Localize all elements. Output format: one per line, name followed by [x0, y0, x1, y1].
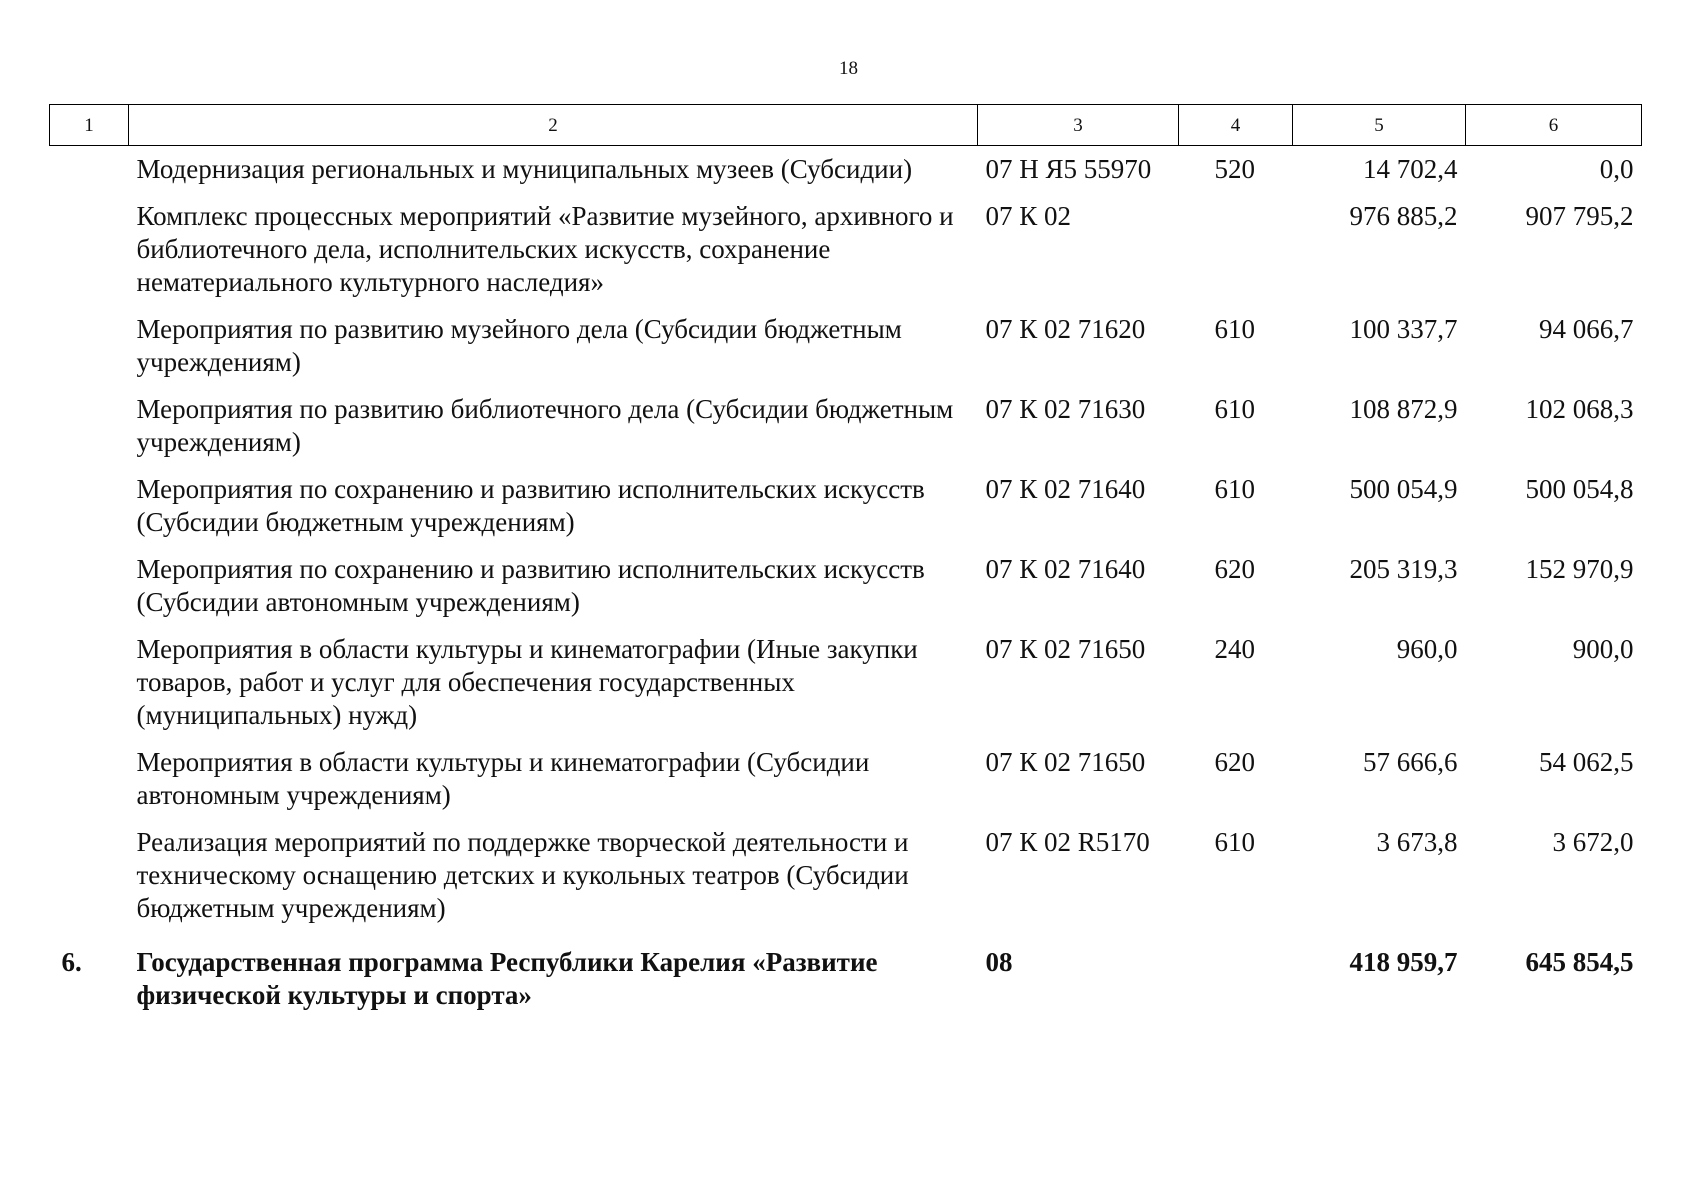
row-amount-col6: 54 062,5	[1539, 747, 1634, 777]
table-row	[50, 386, 1642, 466]
row-number	[50, 626, 129, 739]
row-expense-type: 520	[1214, 154, 1255, 184]
row-description: Мероприятия в области культуры и кинематографии (Субсидии автономным учреждениям)	[136, 747, 870, 810]
table-row	[50, 739, 1642, 819]
row-description: Мероприятия по сохранению и развитию исполнительских искусств (Субсидии автономным учреждениям)	[136, 554, 925, 617]
column-header: 5	[1293, 105, 1466, 146]
row-number	[50, 306, 129, 386]
row-amount-col6: 3 672,0	[1552, 827, 1634, 857]
row-classification-code: 07 К 02 71650	[985, 747, 1146, 777]
row-description: Реализация мероприятий по поддержке творческой деятельности и техническому оснащению детских и кукольных театров (Субсидии бюджетным учреждениям)	[136, 827, 909, 923]
row-description: Мероприятия в области культуры и кинематографии (Иные закупки товаров, работ и услуг для обеспечения государственных (муниципальных) нужд)	[136, 634, 918, 730]
table-body	[50, 146, 1642, 1020]
row-amount-col5: 960,0	[1396, 634, 1458, 664]
row-classification-code: 07 К 02 71630	[985, 394, 1146, 424]
row-amount-col6: 500 054,8	[1525, 474, 1634, 504]
column-header: 2	[129, 105, 978, 146]
row-expense-type: 610	[1214, 827, 1255, 857]
row-amount-col6: 102 068,3	[1525, 394, 1634, 424]
row-classification-code: 07 К 02 R5170	[985, 827, 1150, 857]
table-row	[50, 146, 1642, 194]
row-expense-type: 610	[1214, 314, 1255, 344]
row-amount-col5: 976 885,2	[1349, 201, 1458, 231]
row-amount-col5: 100 337,7	[1349, 314, 1458, 344]
row-number	[50, 386, 129, 466]
table-row	[50, 626, 1642, 739]
table-row	[50, 466, 1642, 546]
table-row	[50, 546, 1642, 626]
row-classification-code: 07 К 02	[985, 201, 1072, 231]
row-amount-col6: 0,0	[1599, 154, 1634, 184]
row-amount-col5: 500 054,9	[1349, 474, 1458, 504]
row-description: Комплекс процессных мероприятий «Развитие музейного, архивного и библиотечного дела, исполнительских искусств, сохранение нематериального культурного наследия»	[136, 201, 954, 297]
table-row	[50, 819, 1642, 932]
row-amount-col6: 907 795,2	[1525, 201, 1634, 231]
table-row	[50, 932, 1642, 1019]
column-header: 3	[978, 105, 1179, 146]
row-amount-col6: 94 066,7	[1539, 314, 1634, 344]
row-number	[50, 193, 129, 306]
row-description: Государственная программа Республики Карелия «Развитие физической культуры и спорта»	[136, 947, 878, 1010]
column-header: 6	[1466, 105, 1642, 146]
column-header: 4	[1179, 105, 1293, 146]
row-classification-code: 07 К 02 71640	[985, 474, 1146, 504]
row-amount-col6: 152 970,9	[1525, 554, 1634, 584]
budget-table	[49, 104, 1642, 1019]
row-expense-type: 240	[1214, 634, 1255, 664]
row-amount-col5: 3 673,8	[1376, 827, 1458, 857]
row-expense-type	[1179, 932, 1293, 1019]
column-header: 1	[50, 105, 129, 146]
row-expense-type	[1179, 193, 1293, 306]
row-description: Мероприятия по сохранению и развитию исполнительских искусств (Субсидии бюджетным учреждениям)	[136, 474, 925, 537]
row-amount-col5: 14 702,4	[1363, 154, 1458, 184]
row-number	[50, 819, 129, 932]
row-number	[50, 146, 129, 194]
page-number: 18	[839, 58, 858, 79]
row-number	[50, 739, 129, 819]
row-amount-col5: 108 872,9	[1349, 394, 1458, 424]
table-row	[50, 193, 1642, 306]
row-description: Модернизация региональных и муниципальных музеев (Субсидии)	[136, 154, 913, 184]
row-number	[50, 466, 129, 546]
row-amount-col5: 205 319,3	[1349, 554, 1458, 584]
row-description: Мероприятия по развитию музейного дела (Субсидии бюджетным учреждениям)	[136, 314, 902, 377]
table-row	[50, 306, 1642, 386]
row-expense-type: 620	[1214, 554, 1255, 584]
row-expense-type: 610	[1214, 474, 1255, 504]
row-classification-code: 08	[985, 947, 1013, 977]
row-expense-type: 610	[1214, 394, 1255, 424]
row-classification-code: 07 К 02 71620	[985, 314, 1146, 344]
row-classification-code: 07 Н Я5 55970	[985, 154, 1152, 184]
row-number: 6.	[61, 947, 82, 977]
row-amount-col6: 645 854,5	[1525, 947, 1634, 977]
row-classification-code: 07 К 02 71640	[985, 554, 1146, 584]
table-header-row	[50, 105, 1642, 146]
row-amount-col5: 57 666,6	[1363, 747, 1458, 777]
row-number	[50, 546, 129, 626]
row-amount-col6: 900,0	[1572, 634, 1634, 664]
row-amount-col5: 418 959,7	[1349, 947, 1458, 977]
row-expense-type: 620	[1214, 747, 1255, 777]
row-description: Мероприятия по развитию библиотечного дела (Субсидии бюджетным учреждениям)	[136, 394, 954, 457]
row-classification-code: 07 К 02 71650	[985, 634, 1146, 664]
